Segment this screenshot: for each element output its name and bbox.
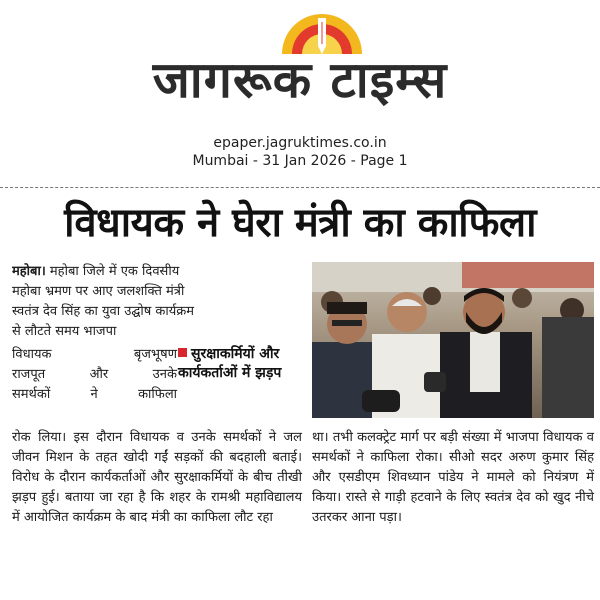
pull-quote-callout: [178, 345, 308, 415]
lead-line-5: विधायक बृजभूषण: [12, 347, 177, 362]
article-column-right: था। तभी कलक्ट्रेट मार्ग पर बड़ी संख्या में भाजपा विधायक व समर्थकों ने काफिला रोका। सीओ सदर अरुण कुमार सिंह और एसडीएम शिवध्यान पांडेय ने मामले को नियंत्रण में किया। रास्ते से गाड़ी हटवाने के लिए स्वतंत्र देव को खुद नीचे उतरकर आना पड़ा।: [312, 430, 594, 525]
masthead: [0, 0, 600, 180]
sun-pen-logo-icon: [278, 8, 366, 56]
edition-date-page: Mumbai - 31 Jan 2026 - Page 1: [192, 153, 408, 169]
lead-line-2: महोबा भ्रमण पर आए जलशक्ति मंत्री: [12, 284, 185, 299]
article-headline: विधायक ने घेरा मंत्री का काफिला: [64, 200, 536, 246]
newspaper-title: जागरूक टाइम्स: [152, 51, 448, 109]
crowd-photo-illustration: [312, 262, 594, 418]
news-photo: [312, 262, 594, 418]
callout-text: सुरक्षाकर्मियों और कार्यकर्ताओं में झड़प: [178, 346, 282, 381]
lead-line-4: से लौटते समय भाजपा: [12, 324, 117, 339]
lead-paragraph-narrow: [12, 345, 177, 405]
dashed-divider: [0, 187, 600, 188]
red-square-bullet-icon: [178, 348, 187, 357]
dateline: महोबा।: [12, 264, 46, 279]
lead-line-6: राजपूत और उनके: [12, 367, 177, 382]
lead-line-1: महोबा जिले में एक दिवसीय: [49, 264, 180, 279]
lead-line-3: स्वतंत्र देव सिंह का युवा उद्घोष कार्यक्रम: [12, 304, 194, 319]
article-column-left: रोक लिया। इस दौरान विधायक व उनके समर्थकों ने जल जीवन मिशन के तहत खोदी गईं सड़कों की बदहाली बताई। विरोध के दौरान कार्यकर्ताओं और सुरक्षाकर्मियों के बीच तीखी झड़प हुई। बताया जा रहा है कि शहर के रामश्री महाविद्यालय में आयोजित कार्यक्रम के बाद मंत्री का काफिला लौट रहा: [12, 430, 302, 525]
epaper-url: epaper.jagruktimes.co.in: [213, 135, 387, 151]
lead-line-7: समर्थकों ने काफिला: [12, 387, 177, 402]
